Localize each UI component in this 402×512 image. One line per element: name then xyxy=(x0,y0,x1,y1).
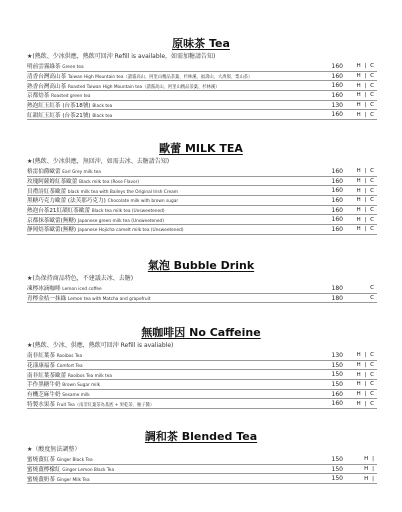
item-price: 160 xyxy=(331,216,343,224)
section-title: 調和茶 Blended Tea xyxy=(144,430,258,443)
item-price: 160 xyxy=(331,225,343,233)
item-size: H | C xyxy=(356,391,375,398)
item-price: 160 xyxy=(331,177,343,185)
item-price: 180 xyxy=(331,284,343,292)
item-name-en: Green tea xyxy=(62,65,84,71)
item-name-en: Earl Grey milk tea xyxy=(62,170,101,176)
item-name-zh: 紅韻紅玉紅茶 (台茶21號) xyxy=(27,112,91,119)
list-item xyxy=(27,474,377,484)
item-name-en: Roasted Taiwan High Mountain tea（讀霧高山、阿里山精品茶葉、杉林溪） xyxy=(67,84,220,90)
item-size: H | C xyxy=(356,187,375,194)
item-size: H | C xyxy=(356,102,375,109)
list-item xyxy=(27,206,377,216)
section-tea xyxy=(0,37,402,120)
item-name-zh: 有機芝麻牛奶 xyxy=(27,392,61,399)
list-item xyxy=(27,167,377,177)
list-item xyxy=(27,91,377,101)
item-price: 160 xyxy=(331,62,343,70)
item-name-zh: 熟香台灣高山茶 xyxy=(27,83,67,90)
item-size: H | C xyxy=(356,82,375,89)
item-name-zh: 南非紅葉茶 xyxy=(27,353,55,360)
item-name-en: Ginger Black Tea xyxy=(56,458,93,464)
section-note: ★(為保持商品特色，不建議去冰、去糖) xyxy=(27,275,134,282)
item-name-en: Black tea xyxy=(92,104,113,110)
item-name-en: Black tea xyxy=(92,113,113,119)
item-name-en: Lemon tea with Matcha and grapefruit xyxy=(67,297,151,303)
item-price: 150 xyxy=(331,371,343,379)
item-price: 160 xyxy=(331,196,343,204)
list-item xyxy=(27,284,377,294)
section-note: ★(熱飲、少冰供應，無回沖，如需去冰、去糖請告知) xyxy=(27,158,170,165)
item-name-zh: 京都焙茶 xyxy=(27,93,50,100)
item-name-zh: 格雷伯爵歐蕾 xyxy=(27,169,61,176)
item-size: H | C xyxy=(356,178,375,185)
item-name-zh: 玫瑰阿薩姆紅茶歐蕾 xyxy=(27,179,78,186)
item-name-en: Chocolate milk with brown sugar xyxy=(107,199,179,205)
item-name-zh: 青檸金桔一抹綠 xyxy=(27,296,67,303)
item-name-zh: 明前雲霧綠茶 xyxy=(27,64,61,71)
item-size: H | C xyxy=(356,362,375,369)
item-name-zh: 蜜燒薑紅茶 xyxy=(27,457,55,464)
list-item xyxy=(27,215,377,225)
item-size: C xyxy=(370,295,375,302)
item-size: H | xyxy=(364,466,375,473)
item-name-zh: 熱泡台茶21紅韻紅茶歐蕾 xyxy=(27,208,91,215)
item-size: H | C xyxy=(356,168,375,175)
list-item xyxy=(27,81,377,91)
list-item xyxy=(27,62,377,72)
list-item xyxy=(27,101,377,111)
item-size: H | C xyxy=(356,352,375,359)
list-item xyxy=(27,186,377,196)
item-size: H | C xyxy=(356,111,375,118)
item-size: H | C xyxy=(356,371,375,378)
item-name-zh: 手作黑糖牛奶 xyxy=(27,382,61,389)
item-size: H | C xyxy=(356,73,375,80)
section-bubble-drink xyxy=(0,259,402,303)
item-name-en: Sesame milk xyxy=(62,393,90,399)
item-size: C xyxy=(370,285,375,292)
item-price: 150 xyxy=(331,380,343,388)
list-item xyxy=(27,361,377,371)
list-item xyxy=(27,399,377,409)
item-name-zh: 特製水果茶 xyxy=(27,401,55,408)
section-note: ★(熱飲、少冰、供應，熱飲可回沖 Refill is avaliable) xyxy=(27,342,174,349)
item-size: H | xyxy=(364,456,375,463)
list-item xyxy=(27,370,377,380)
item-name-en: Brown Sugar milk xyxy=(62,383,101,389)
item-list xyxy=(27,167,377,235)
list-item xyxy=(27,72,377,82)
item-name-zh: 京都抹茶歐蕾(無糖) xyxy=(27,217,77,224)
item-name-en: Black milk tea (Rose Flavor) xyxy=(79,180,140,186)
item-price: 150 xyxy=(331,465,343,473)
item-name-zh: 花漾康福茶 xyxy=(27,363,55,370)
item-price: 180 xyxy=(331,294,343,302)
item-name-en: Ginger Milk Tea xyxy=(56,477,90,483)
list-item xyxy=(27,110,377,120)
item-name-en: Japanese Hojicha camelt milk tea (Unsweetened) xyxy=(77,228,184,234)
item-name-zh: 蜜燒薑奶茶 xyxy=(27,476,55,483)
list-item xyxy=(27,465,377,475)
item-name-en: Rooibos Tea xyxy=(56,354,83,360)
item-size: H | C xyxy=(356,381,375,388)
item-name-zh: 熱泡紅玉紅茶 (台茶18號) xyxy=(27,103,91,110)
list-item xyxy=(27,294,377,304)
item-name-zh: 靜岡焙茶歐蕾(無糖) xyxy=(27,227,77,234)
item-price: 130 xyxy=(331,101,343,109)
item-size: H | C xyxy=(356,226,375,233)
item-name-en: Lemon iced coffee xyxy=(62,287,102,293)
item-name-en: black milk tea with Baileys the Original Irish Cream xyxy=(67,189,178,195)
list-item xyxy=(27,225,377,235)
section-note: ★（酸度無法調整） xyxy=(27,446,81,453)
item-list xyxy=(27,62,377,120)
item-size: H | C xyxy=(356,197,375,204)
list-item xyxy=(27,455,377,465)
item-size: H | C xyxy=(356,63,375,70)
item-price: 130 xyxy=(331,351,343,359)
item-name-zh: 貝禮詩紅茶歐蕾 xyxy=(27,188,67,195)
section-note: ★(熱飲、少冰供應，熱飲可回沖 Refill is available，如需加糖請告知) xyxy=(27,53,216,60)
list-item xyxy=(27,380,377,390)
section-title: 氣泡 Bubble Drink xyxy=(147,259,255,272)
item-name-en: Fruit Tea（南非紅葉茶為基底 + 果乾茶、柚子醬） xyxy=(56,402,155,408)
item-size: H | C xyxy=(356,92,375,99)
section-title: 原味茶 Tea xyxy=(172,37,230,50)
item-price: 150 xyxy=(331,455,343,463)
item-price: 160 xyxy=(331,206,343,214)
item-name-zh: 南非紅葉茶歐蕾 xyxy=(27,372,67,379)
item-price: 160 xyxy=(331,72,343,80)
item-size: H | C xyxy=(356,207,375,214)
item-name-en: Black tea milk tea (Unsweetened) xyxy=(91,209,165,215)
item-name-en: Taiwan High Mountain tea（讀霧高山、阿里山精品茶葉、杉林溪、福壽山、大禹嶺、梨山茶） xyxy=(67,75,253,81)
item-price: 160 xyxy=(331,390,343,398)
item-price: 160 xyxy=(331,187,343,195)
item-name-en: Rooibos Tea milk tea xyxy=(67,373,113,379)
section-no-caffeine xyxy=(0,326,402,409)
section-milk-tea xyxy=(0,142,402,235)
item-name-zh: 清香台灣高山茶 xyxy=(27,74,67,81)
list-item xyxy=(27,390,377,400)
section-title: 無咖啡因 No Caffeine xyxy=(141,326,261,339)
item-list xyxy=(27,284,377,303)
list-item xyxy=(27,196,377,206)
section-blended-tea xyxy=(0,430,402,484)
item-size: H | xyxy=(364,475,375,482)
list-item xyxy=(27,177,377,187)
section-title: 歐蕾 MILK TEA xyxy=(159,142,243,155)
item-name-zh: 黑糖巧克力歐蕾 (法芙那巧克力) xyxy=(27,198,106,205)
item-name-en: Ginger Lemon Black Tea xyxy=(62,468,115,474)
item-price: 150 xyxy=(331,475,343,483)
item-price: 160 xyxy=(331,167,343,175)
list-item xyxy=(27,351,377,361)
item-size: H | C xyxy=(356,216,375,223)
item-price: 160 xyxy=(331,400,343,408)
item-size: H | C xyxy=(356,400,375,407)
item-price: 160 xyxy=(331,82,343,90)
item-name-en: Roasted green tea xyxy=(51,94,91,100)
item-price: 160 xyxy=(331,111,343,119)
item-name-en: Japanese green milk tea (Unsweetened) xyxy=(77,218,164,224)
item-list xyxy=(27,455,377,484)
item-price: 160 xyxy=(331,91,343,99)
item-name-en: Comfort Tea xyxy=(56,364,83,370)
item-list xyxy=(27,351,377,409)
item-name-zh: 凍檸冰滴咖啡 xyxy=(27,286,61,293)
item-name-zh: 蜜燒薑檸檬紅 xyxy=(27,467,61,474)
item-price: 150 xyxy=(331,361,343,369)
